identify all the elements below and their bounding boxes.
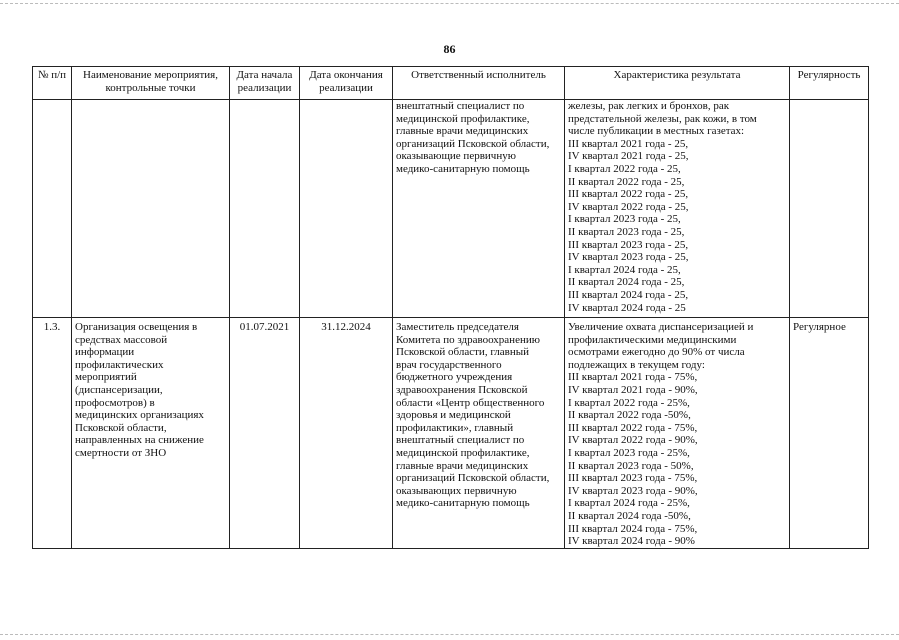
result-line: числе публикации в местных газетах: [568, 125, 745, 138]
result-line: предстательной железы, рак кожи, в том [568, 112, 757, 125]
result-line: IV квартал 2024 года - 25 [568, 301, 686, 314]
executor-line: области «Центр общественного [396, 396, 545, 409]
result-line: III квартал 2024 года - 25, [568, 288, 689, 301]
executor-line: медицинской профилактике, [396, 112, 530, 125]
header-regularity: Регулярность [790, 67, 869, 100]
header-name: Наименование мероприятия, контрольные точки [72, 67, 230, 100]
cell-num: 1.3. [33, 318, 72, 549]
name-line: профилактических [75, 358, 164, 371]
executor-line: внештатный специалист по [396, 100, 525, 112]
executor-line: оказывающие первичную [396, 150, 516, 163]
executor-line: внештатный специалист по [396, 434, 525, 447]
cell-end: 31.12.2024 [300, 318, 393, 549]
result-line: I квартал 2023 года - 25, [568, 213, 681, 226]
executor-line: медицинской профилактике, [396, 447, 530, 460]
name-line: направленных на снижение [75, 434, 204, 447]
executor-line: организаций Псковской области, [396, 137, 550, 150]
result-line: IV квартал 2023 года - 25, [568, 251, 689, 264]
name-line: информации [75, 346, 135, 359]
cell-name [72, 100, 230, 318]
name-line: смертности от ЗНО [75, 447, 167, 460]
result-line: III квартал 2022 года - 25, [568, 188, 689, 201]
table-row [33, 318, 869, 549]
table-header-row [33, 67, 869, 100]
header-executor: Ответственный исполнитель [393, 67, 565, 100]
table-row [33, 100, 869, 318]
result-line: подлежащих в текущем году: [568, 358, 705, 371]
executor-line: здравоохранения Псковской [396, 384, 528, 397]
result-line: II квартал 2022 года -50%, [568, 409, 691, 422]
executor-line: организаций Псковской области, [396, 472, 550, 485]
result-line: IV квартал 2022 года - 90%, [568, 434, 698, 447]
executor-line: Псковской области, главный [396, 346, 529, 359]
result-line: IV квартал 2021 года - 90%, [568, 384, 698, 397]
name-line: (диспансеризации, [75, 384, 163, 397]
cell-end [300, 100, 393, 318]
executor-line: профилактики», главный [396, 421, 514, 434]
name-line: медицинских организациях [75, 409, 204, 422]
result-line: I квартал 2022 года - 25%, [568, 396, 690, 409]
result-line: I квартал 2022 года - 25, [568, 162, 681, 175]
cell-regularity: Регулярное [790, 318, 869, 549]
cell-start [230, 100, 300, 318]
name-line: мероприятий [75, 371, 137, 384]
executor-line: оказывающих первичную [396, 484, 517, 497]
result-line: III квартал 2024 года - 75%, [568, 522, 698, 535]
result-line: II квартал 2024 года -50%, [568, 510, 691, 522]
result-line: I квартал 2024 года - 25, [568, 263, 681, 276]
header-result: Характеристика результата [565, 67, 790, 100]
result-line: IV квартал 2022 года - 25, [568, 200, 689, 213]
cell-regularity [790, 100, 869, 318]
result-line: II квартал 2022 года - 25, [568, 175, 685, 188]
executor-line: медико-санитарную помощь [396, 497, 530, 510]
executor-line: бюджетного учреждения [396, 371, 513, 384]
result-line: осмотрами ежегодно до 90% от числа [568, 346, 745, 359]
result-line: III квартал 2023 года - 25, [568, 238, 689, 251]
result-line: железы, рак легких и бронхов, рак [568, 100, 730, 112]
name-line: Организация освещения в [75, 321, 198, 334]
scan-edge-top [0, 3, 899, 4]
cell-result [565, 318, 790, 549]
result-line: III квартал 2023 года - 75%, [568, 472, 698, 485]
cell-name [72, 318, 230, 549]
page-number: 86 [443, 42, 456, 56]
result-line: III квартал 2021 года - 25, [568, 137, 689, 150]
scan-edge-bottom [0, 634, 899, 635]
result-line: II квартал 2023 года - 25, [568, 225, 685, 238]
cell-executor [393, 100, 565, 318]
executor-line: Комитета по здравоохранению [396, 333, 540, 346]
header-end: Дата окончания реализации [300, 67, 393, 100]
cell-executor [393, 318, 565, 549]
result-line: IV квартал 2023 года - 90%, [568, 484, 698, 497]
result-line: III квартал 2022 года - 75%, [568, 421, 698, 434]
result-line: I квартал 2023 года - 25%, [568, 447, 690, 460]
executor-line: главные врачи медицинских [396, 125, 529, 138]
header-start: Дата начала реализации [230, 67, 300, 100]
name-line: профосмотров) в [75, 396, 155, 409]
cell-num [33, 100, 72, 318]
result-line: I квартал 2024 года - 25%, [568, 497, 690, 510]
cell-start: 01.07.2021 [230, 318, 300, 549]
header-num: № п/п [33, 67, 72, 100]
result-line: III квартал 2021 года - 75%, [568, 371, 698, 384]
executor-line: медико-санитарную помощь [396, 162, 530, 175]
result-line: Увеличение охвата диспансеризацией и [568, 321, 754, 334]
result-line: II квартал 2023 года - 50%, [568, 459, 694, 472]
name-line: Псковской области, [75, 421, 167, 434]
activities-table [32, 66, 869, 549]
result-line: профилактическими медицинскими [568, 333, 737, 346]
executor-line: здоровья и медицинской [396, 409, 511, 422]
result-line: II квартал 2024 года - 25, [568, 276, 685, 289]
name-line: средствах массовой [75, 333, 168, 346]
executor-line: главные врачи медицинских [396, 459, 529, 472]
executor-line: Заместитель председателя [396, 321, 519, 334]
result-line: IV квартал 2024 года - 90% [568, 535, 695, 548]
cell-result [565, 100, 790, 318]
executor-line: врач государственного [396, 358, 502, 371]
result-line: IV квартал 2021 года - 25, [568, 150, 689, 163]
